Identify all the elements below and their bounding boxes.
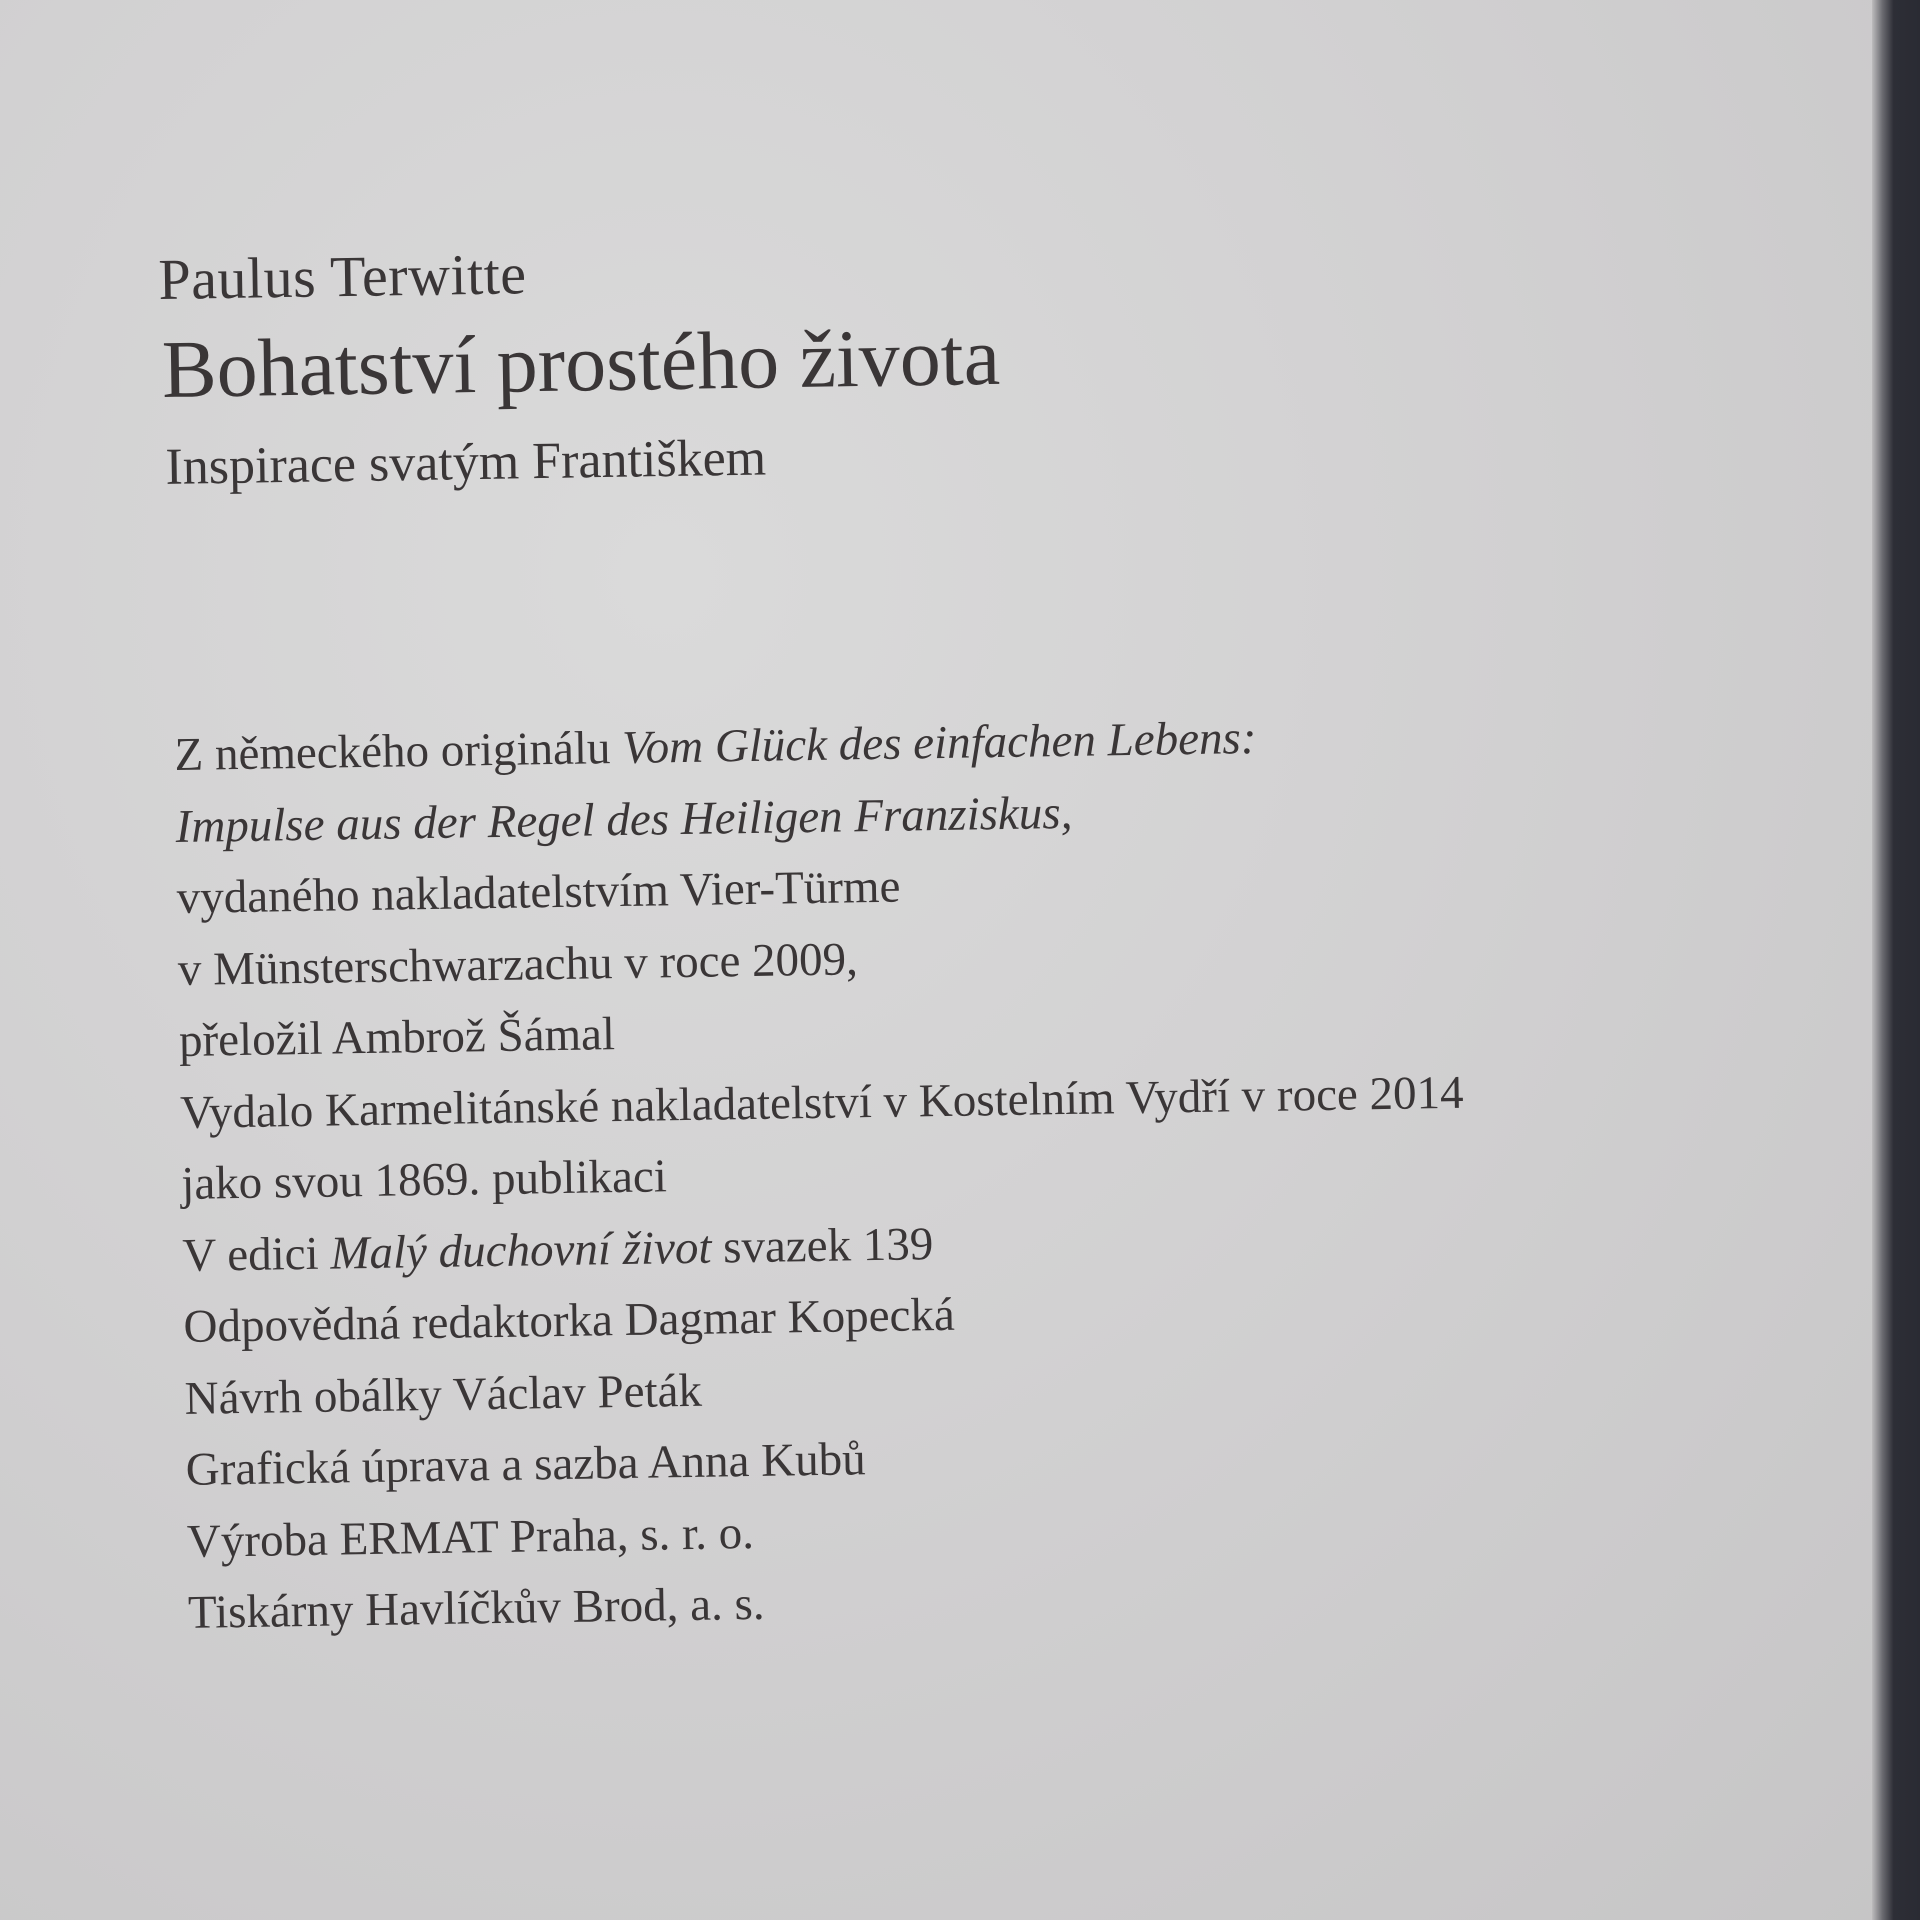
series-name: Malý duchovní život	[329, 1221, 712, 1280]
original-title-part1: Vom Glück des einfachen Lebens:	[621, 712, 1257, 774]
series-prefix: V edici	[182, 1227, 331, 1282]
imprint-line-place-year: v Münsterschwarzachu v roce 2009,	[177, 932, 859, 996]
imprint-line-production: Výroba ERMAT Praha, s. r. o.	[186, 1506, 755, 1568]
imprint-line-publisher: Vydalo Karmelitánské nakladatelství v Kostelním Vydří v roce 2014	[179, 1066, 1464, 1139]
imprint-line-editor: Odpovědná redaktorka Dagmar Kopecká	[183, 1288, 956, 1353]
imprint-line-cover-design: Návrh obálky Václav Peták	[184, 1364, 703, 1425]
imprint-line-typesetting: Grafická úprava a sazba Anna Kubů	[185, 1433, 867, 1496]
original-title-part2: Impulse aus der Regel des Heiligen Franziskus,	[175, 786, 1073, 853]
series-suffix: svazek 139	[711, 1217, 934, 1274]
author-name: Paulus Terwitte	[157, 241, 528, 312]
imprint-block	[174, 700, 1472, 1650]
imprint-line-printing: Tiskárny Havlíčkův Brod, a. s.	[187, 1577, 765, 1639]
imprint-line-translator: přeložil Ambrož Šámal	[178, 1008, 616, 1067]
original-prefix: Z německého originálu	[174, 721, 623, 781]
book-subtitle: Inspirace svatým Františkem	[164, 429, 767, 496]
book-page-edge	[1872, 0, 1920, 1920]
imprint-line-publication-number: jako svou 1869. publikaci	[180, 1150, 668, 1210]
imprint-line-published-by: vydaného nakladatelstvím Vier-Türme	[176, 860, 901, 924]
title-block	[158, 235, 1002, 498]
book-title: Bohatství prostého života	[161, 310, 1001, 415]
